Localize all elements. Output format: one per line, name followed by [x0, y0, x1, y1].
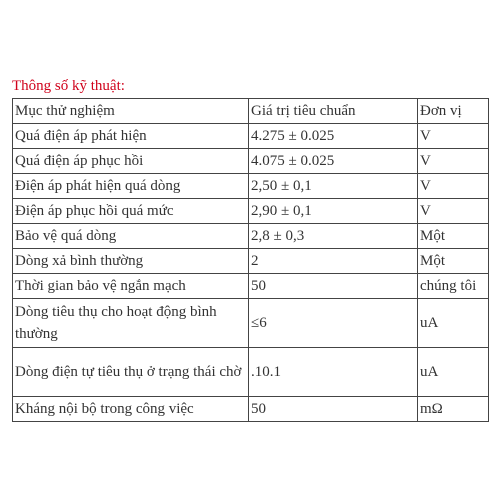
table-row — [13, 224, 489, 249]
table-header-row — [13, 99, 489, 124]
cell-test-item: Kháng nội bộ trong công việc — [13, 397, 249, 422]
table-row — [13, 199, 489, 224]
cell-test-item: Quá điện áp phục hồi — [13, 149, 249, 174]
cell-test-item: Điện áp phục hồi quá mức — [13, 199, 249, 224]
cell-standard-value: 50 — [249, 397, 418, 422]
table-row — [13, 397, 489, 422]
table-row — [13, 274, 489, 299]
cell-unit: V — [418, 149, 489, 174]
cell-unit: uA — [418, 299, 489, 348]
cell-standard-value: .10.1 — [249, 348, 418, 397]
cell-test-item: Dòng điện tự tiêu thụ ở trạng thái chờ — [13, 348, 249, 397]
spec-heading: Thông số kỹ thuật: — [12, 78, 125, 94]
cell-unit: chúng tôi — [418, 274, 489, 299]
header-unit: Đơn vị — [418, 99, 489, 124]
cell-unit: Một — [418, 224, 489, 249]
cell-standard-value: 2 — [249, 249, 418, 274]
cell-test-item: Thời gian bảo vệ ngắn mạch — [13, 274, 249, 299]
cell-standard-value: 2,50 ± 0,1 — [249, 174, 418, 199]
table-row — [13, 249, 489, 274]
cell-unit: V — [418, 199, 489, 224]
cell-unit: mΩ — [418, 397, 489, 422]
cell-standard-value: 4.075 ± 0.025 — [249, 149, 418, 174]
cell-standard-value: ≤6 — [249, 299, 418, 348]
cell-test-item: Dòng tiêu thụ cho hoạt động bình thường — [13, 299, 249, 348]
cell-test-item: Điện áp phát hiện quá dòng — [13, 174, 249, 199]
cell-standard-value: 2,8 ± 0,3 — [249, 224, 418, 249]
cell-test-item: Quá điện áp phát hiện — [13, 124, 249, 149]
table-row — [13, 149, 489, 174]
table-row — [13, 124, 489, 149]
cell-unit: V — [418, 174, 489, 199]
cell-standard-value: 4.275 ± 0.025 — [249, 124, 418, 149]
cell-unit: Một — [418, 249, 489, 274]
table-row — [13, 299, 489, 348]
table-row — [13, 348, 489, 397]
cell-standard-value: 2,90 ± 0,1 — [249, 199, 418, 224]
header-test-item: Mục thử nghiệm — [13, 99, 249, 124]
table-row — [13, 174, 489, 199]
cell-unit: V — [418, 124, 489, 149]
cell-test-item: Bảo vệ quá dòng — [13, 224, 249, 249]
spec-table — [12, 98, 489, 422]
cell-unit: uA — [418, 348, 489, 397]
header-standard-value: Giá trị tiêu chuẩn — [249, 99, 418, 124]
cell-standard-value: 50 — [249, 274, 418, 299]
cell-test-item: Dòng xả bình thường — [13, 249, 249, 274]
